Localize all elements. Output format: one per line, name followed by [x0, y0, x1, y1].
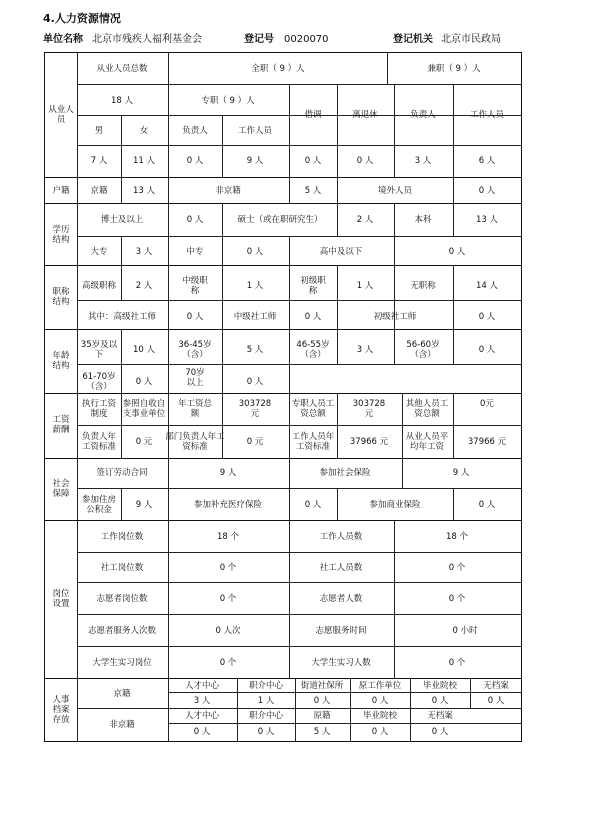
other-total-label: 其他人员工资总额	[405, 399, 449, 419]
sw-people-label: 社工人员数	[319, 563, 363, 573]
bachelor-value: 13 人	[475, 215, 499, 225]
files-nbj-h0: 人才中心	[184, 711, 220, 721]
age6-value: 0 人	[246, 377, 264, 387]
files-bj-h4: 毕业院校	[422, 681, 458, 691]
worker-value-3: 6 人	[478, 156, 496, 166]
vol-times-label: 志愿者服务人次数	[87, 626, 157, 636]
leader-std-value: 0 元	[135, 437, 153, 447]
college-value: 3 人	[135, 247, 153, 257]
worker-value: 9 人	[246, 156, 264, 166]
age2-label: 36-45岁（含）	[178, 340, 212, 360]
files-nbj-h2: 原籍	[313, 711, 331, 721]
commercial-value: 0 人	[478, 500, 496, 510]
housing-fund-label: 参加住房公积金	[81, 495, 116, 515]
age1-label: 35岁及以下	[80, 340, 118, 360]
authority-label: 登记机关	[393, 34, 433, 45]
age4-label: 56-60岁（含）	[406, 340, 440, 360]
male-value: 7 人	[90, 156, 108, 166]
files-bj-v5: 0 人	[487, 696, 505, 706]
label-wage: 工资薪酬	[52, 415, 70, 435]
senior-title-label: 高级职称	[81, 281, 117, 291]
files-nbj-h1: 职介中心	[248, 711, 284, 721]
senior-title-value: 2 人	[135, 281, 153, 291]
age6-label: 70岁以上	[185, 368, 205, 388]
wage-system-label: 执行工资制度	[81, 399, 116, 419]
annual-total-label: 年工资总额	[177, 399, 212, 419]
housing-fund-value: 9 人	[135, 500, 153, 510]
intern-posts-label: 大学生实习岗位	[92, 658, 152, 668]
sw-senior-value: 0 人	[186, 312, 204, 322]
vol-people-label: 志愿者人数	[319, 594, 363, 604]
vol-posts-value: 0 个	[219, 594, 237, 604]
tech-label: 中专	[186, 247, 204, 257]
unit-name-label: 单位名称	[43, 34, 83, 45]
foreign-label: 境外人员	[377, 186, 413, 196]
sw-mid-value: 0 人	[304, 312, 322, 322]
staff-total-value: 303728元	[352, 399, 386, 419]
files-bj-h5: 无档案	[483, 681, 509, 691]
master-value: 2 人	[356, 215, 374, 225]
vol-hours-value: 0 小时	[452, 626, 478, 636]
sw-junior-label: 初级社工师	[373, 312, 417, 322]
age4-value: 0 人	[478, 345, 496, 355]
medical-value: 0 人	[304, 500, 322, 510]
worker-std-label: 工作人员年工资标准	[291, 432, 335, 452]
age1-value: 10 人	[132, 345, 156, 355]
files-bj-h0: 人才中心	[184, 681, 220, 691]
leader-value-3: 3 人	[414, 156, 432, 166]
male-label: 男	[94, 126, 104, 136]
registration-label: 登记号	[244, 34, 274, 45]
files-nbj-v3: 0 人	[371, 727, 389, 737]
files-nonbeijing-label: 非京籍	[109, 720, 135, 730]
label-education: 学历结构	[52, 225, 70, 245]
no-title-value: 14 人	[475, 281, 499, 291]
files-bj-h3: 原工作单位	[358, 681, 402, 691]
contract-value: 9 人	[219, 468, 237, 478]
female-value: 11 人	[132, 156, 156, 166]
registration-number: 0020070	[284, 34, 329, 45]
files-bj-v2: 0 人	[313, 696, 331, 706]
files-nbj-h3: 毕业院校	[362, 711, 398, 721]
work-posts-value: 18 个	[216, 532, 240, 542]
other-total-value: 0元	[480, 399, 494, 409]
files-nbj-v0: 0 人	[193, 727, 211, 737]
parttime-count: 兼职（ 9 ）人	[427, 64, 481, 74]
highschool-label: 高中及以下	[319, 247, 363, 257]
files-nbj-v2: 5 人	[313, 727, 331, 737]
junior-title-value: 1 人	[356, 281, 374, 291]
retired-value: 0 人	[356, 156, 374, 166]
worker-label: 工作人员	[469, 110, 505, 120]
label-title: 职称结构	[52, 287, 70, 307]
vol-people-value: 0 个	[448, 594, 466, 604]
phd-label: 博士及以上	[100, 215, 144, 225]
vol-posts-label: 志愿者岗位数	[96, 594, 148, 604]
sw-senior-label: 其中：高级社工师	[87, 312, 157, 322]
files-bj-v3: 0 人	[371, 696, 389, 706]
contract-label: 签订劳动合同	[96, 468, 148, 478]
tech-value: 0 人	[246, 247, 264, 257]
age5-value: 0 人	[135, 377, 153, 387]
retired-label: 离退休	[352, 110, 378, 120]
sw-posts-label: 社工岗位数	[100, 563, 144, 573]
files-beijing-label: 京籍	[113, 689, 131, 699]
annual-total-value: 303728元	[238, 399, 272, 419]
leader-label-2: 负责人	[182, 126, 208, 136]
workers-value: 18 个	[445, 532, 469, 542]
commercial-label: 参加商业保险	[369, 500, 421, 510]
seconded-value: 0 人	[304, 156, 322, 166]
files-nbj-h4: 无档案	[427, 711, 453, 721]
avg-wage-label: 从业人员平均年工资	[405, 432, 449, 452]
unit-name: 北京市残疾人福利基金会	[92, 34, 202, 45]
label-posts: 岗位设置	[52, 589, 70, 609]
section-title: 4.人力资源情况	[43, 12, 121, 25]
files-nbj-v4: 0 人	[431, 727, 449, 737]
wage-system-value: 参照自收自支事业单位	[122, 399, 166, 419]
vol-hours-label: 志愿服务时间	[315, 626, 367, 636]
label-social: 社会保障	[52, 479, 70, 499]
files-nbj-v1: 0 人	[257, 727, 275, 737]
files-bj-h1: 职介中心	[248, 681, 284, 691]
highschool-value: 0 人	[448, 247, 466, 257]
label-hukou: 户籍	[52, 186, 70, 196]
foreign-value: 0 人	[478, 186, 496, 196]
avg-wage-value: 37966 元	[467, 437, 507, 447]
master-label: 硕士（或在职研究生）	[237, 215, 323, 225]
label-age: 年龄结构	[52, 351, 70, 371]
files-bj-v1: 1 人	[257, 696, 275, 706]
label-employees: 从业人员	[48, 105, 74, 125]
nonbeijing-value: 5 人	[304, 186, 322, 196]
mid-title-label: 中级职称	[182, 276, 208, 296]
total-employees-label: 从业人员总数	[96, 64, 148, 74]
fulltime-staff: 专职（ 9 ）人	[201, 96, 255, 106]
seconded-label: 借调	[304, 110, 322, 120]
worker-label-2: 工作人员	[237, 126, 273, 136]
interns-value: 0 个	[448, 658, 466, 668]
label-files: 人事档案存放	[52, 695, 70, 725]
worker-std-value: 37966 元	[349, 437, 389, 447]
leader-value: 0 人	[186, 156, 204, 166]
staff-total-label: 专职人员工资总额	[291, 399, 335, 419]
workers-label: 工作人员数	[319, 532, 363, 542]
beijing-label: 京籍	[90, 186, 108, 196]
files-bj-v4: 0 人	[431, 696, 449, 706]
sw-people-value: 0 个	[448, 563, 466, 573]
files-bj-v0: 3 人	[193, 696, 211, 706]
age3-value: 3 人	[356, 345, 374, 355]
dept-std-label: 部门负责人年工资标准	[165, 432, 225, 452]
authority-name: 北京市民政局	[441, 34, 501, 45]
fulltime-count: 全职（ 9 ）人	[251, 64, 305, 74]
nonbeijing-label: 非京籍	[215, 186, 241, 196]
phd-value: 0 人	[186, 215, 204, 225]
sw-junior-value: 0 人	[478, 312, 496, 322]
bachelor-label: 本科	[414, 215, 432, 225]
leader-std-label: 负责人年工资标准	[81, 432, 116, 452]
sw-posts-value: 0 个	[219, 563, 237, 573]
age5-label: 61-70岁（含）	[82, 372, 116, 392]
female-label: 女	[139, 126, 149, 136]
mid-title-value: 1 人	[246, 281, 264, 291]
college-label: 大专	[90, 247, 108, 257]
age2-value: 5 人	[246, 345, 264, 355]
insurance-label: 参加社会保险	[319, 468, 371, 478]
work-posts-label: 工作岗位数	[100, 532, 144, 542]
insurance-value: 9 人	[452, 468, 470, 478]
dept-std-value: 0 元	[246, 437, 264, 447]
leader-label: 负责人	[410, 110, 436, 120]
no-title-label: 无职称	[410, 281, 436, 291]
sw-mid-label: 中级社工师	[233, 312, 277, 322]
vol-times-value: 0 人次	[215, 626, 241, 636]
files-bj-h2: 街道社保所	[300, 681, 344, 691]
age3-label: 46-55岁（含）	[296, 340, 330, 360]
intern-posts-value: 0 个	[219, 658, 237, 668]
total-employees-value: 18 人	[110, 96, 134, 106]
medical-label: 参加补充医疗保险	[193, 500, 263, 510]
beijing-value: 13 人	[132, 186, 156, 196]
interns-label: 大学生实习人数	[311, 658, 371, 668]
junior-title-label: 初级职称	[300, 276, 326, 296]
